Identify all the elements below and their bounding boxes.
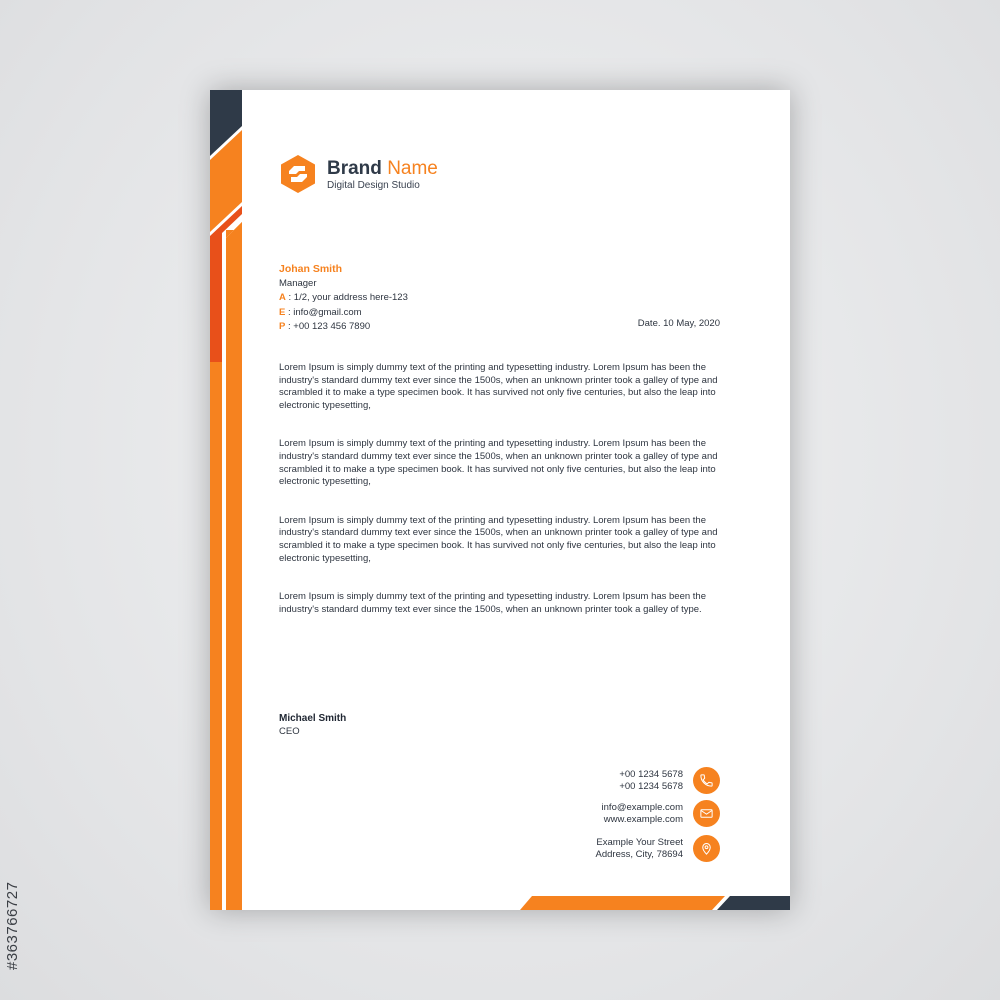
signature-block: [279, 712, 346, 738]
phone-value: +00 123 456 7890: [293, 321, 371, 332]
body-paragraph-1: Lorem Ipsum is simply dummy text of the printing and typesetting industry. Lorem Ipsum has been the industry's standard dummy text ever since the 1500s, when an unknown printer took a galley of type and scrambled it to make a type specimen book. It has survived not only five centuries, but also the leap into electronic typesetting,: [279, 362, 718, 411]
mail-icon: [693, 800, 720, 827]
bottom-decoration: [520, 896, 790, 910]
letter-date: Date. 10 May, 2020: [637, 318, 720, 329]
brand-name-part2: Name: [387, 157, 438, 179]
sender-phone: P : +00 123 456 7890: [279, 321, 371, 332]
sender-address: A : 1/2, your address here-123: [279, 292, 408, 303]
letter-body: [279, 362, 721, 642]
body-paragraph-3: Lorem Ipsum is simply dummy text of the printing and typesetting industry. Lorem Ipsum has been the industry's standard dummy text ever since the 1500s, when an unknown printer took a galley of type and scrambled it to make a type specimen book. It has survived not only five centuries, but also the leap into electronic typesetting,: [279, 514, 718, 564]
contact-phone: [460, 767, 720, 794]
bottom-orange-band: [520, 896, 725, 910]
contact-website: www.example.com: [603, 813, 683, 825]
sender-email: E : info@gmail.com: [279, 306, 362, 318]
brand-name-part1: Brand: [327, 157, 382, 179]
side-orange-strip: [226, 222, 242, 910]
sender-name: Johan Smith: [279, 263, 343, 275]
contact-address-text: [596, 837, 683, 861]
contact-phone-line2: +00 1234 5678: [619, 780, 683, 792]
email-key: E: [279, 306, 286, 318]
contact-street: Example Your Street: [596, 836, 683, 848]
contact-email-text: [602, 802, 683, 826]
contact-email: [460, 800, 720, 827]
body-paragraph-4: Lorem Ipsum is simply dummy text of the printing and typesetting industry. Lorem Ipsum has been the industry's standard dummy text ever since the 1500s, when an unknown printer took a galley of type.: [279, 591, 706, 615]
body-paragraph-2: Lorem Ipsum is simply dummy text of the printing and typesetting industry. Lorem Ipsum has been the industry's standard dummy text ever since the 1500s, when an unknown printer took a galley of type and scrambled it to make a type specimen book. It has survived not only five centuries, but also the leap into electronic typesetting,: [279, 438, 718, 488]
side-orange-edge: [210, 362, 222, 910]
contact-email-address: info@example.com: [601, 801, 683, 813]
contact-address: [460, 835, 720, 862]
location-pin-icon: [693, 835, 720, 862]
contact-city: Address, City, 78694: [595, 848, 683, 860]
phone-icon: [693, 767, 720, 794]
sender-title: Manager: [279, 277, 317, 289]
brand-name: [327, 158, 438, 179]
brand-logo: [278, 154, 438, 194]
stock-id-watermark: #363766727: [4, 881, 21, 970]
contact-phone-line1: +00 1234 5678: [619, 768, 683, 780]
contact-phone-text: [619, 769, 683, 793]
email-value: info@gmail.com: [293, 306, 362, 318]
hexagon-logo-icon: [278, 154, 318, 194]
signature-title: CEO: [279, 726, 300, 737]
letterhead-page: [210, 90, 790, 910]
address-value: 1/2, your address here-123: [293, 292, 408, 303]
bottom-navy-band: [717, 896, 790, 910]
phone-key: P: [279, 321, 286, 332]
brand-text: [327, 158, 438, 191]
sender-block: [279, 262, 408, 335]
side-decoration: [210, 90, 250, 910]
address-key: A: [279, 292, 286, 303]
brand-tagline: Digital Design Studio: [327, 179, 420, 191]
signature-name: Michael Smith: [279, 713, 347, 724]
